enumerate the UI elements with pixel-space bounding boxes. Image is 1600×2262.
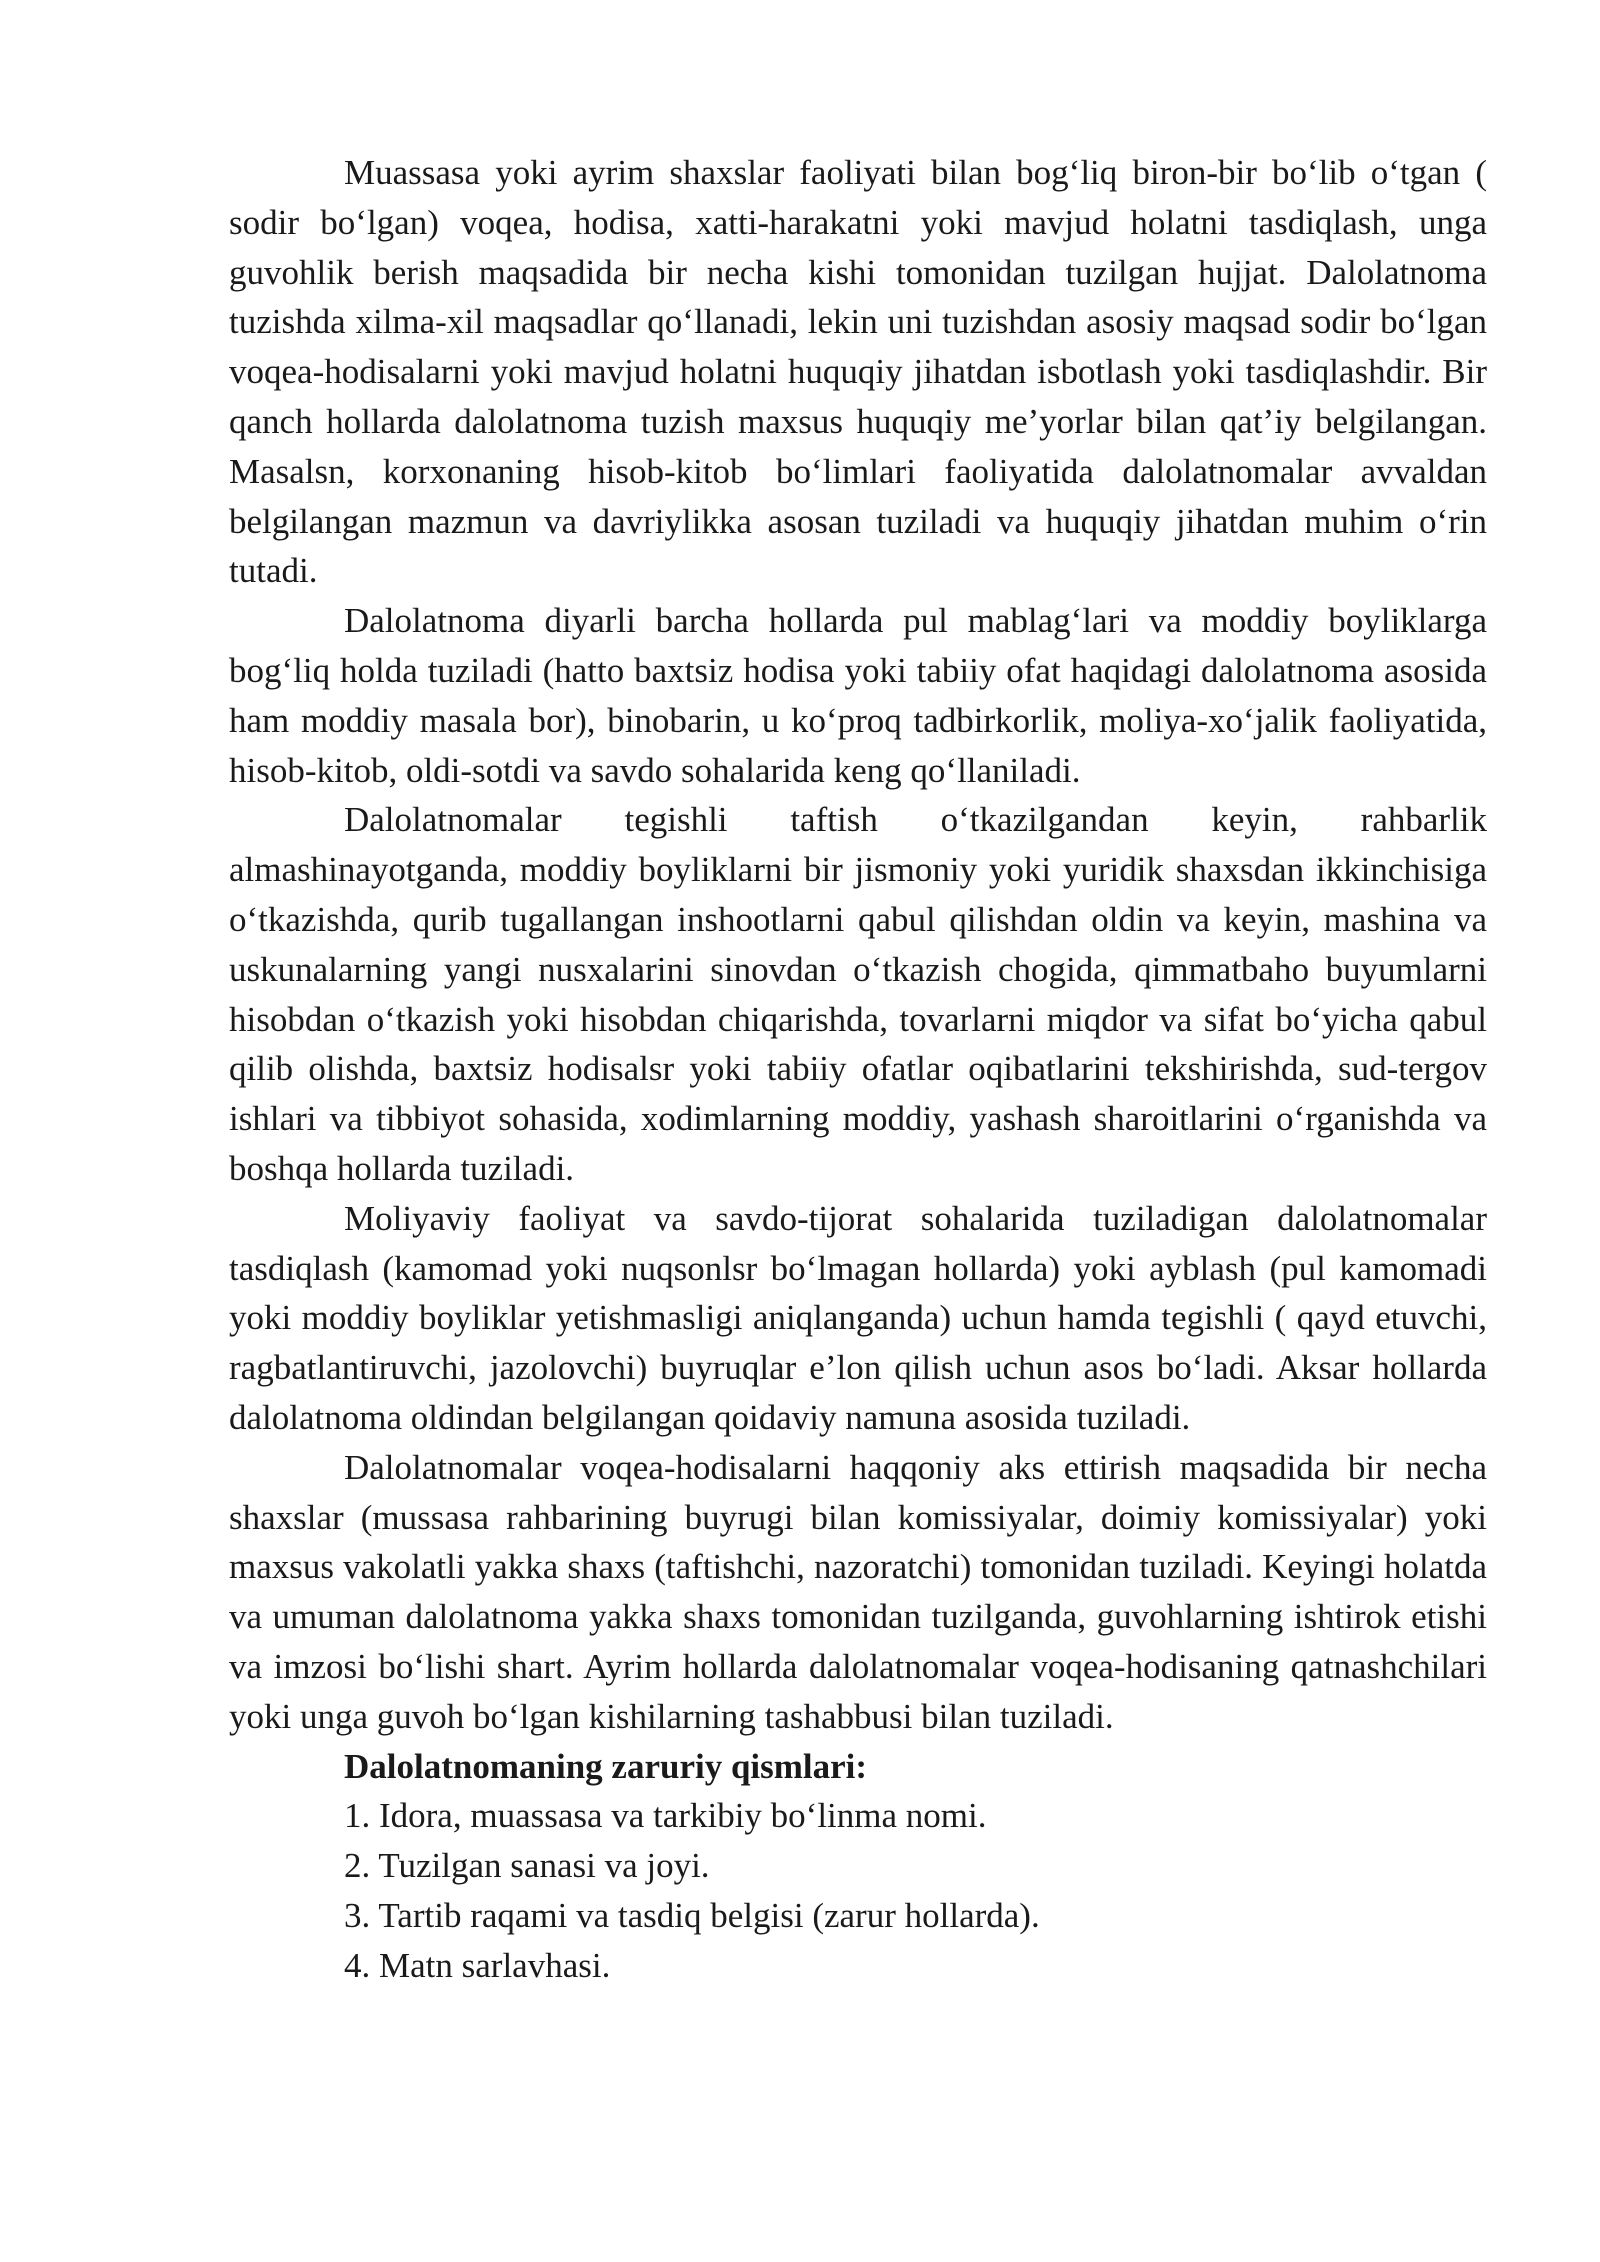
paragraph-3: Dalolatnomalar tegishli taftish o‘tkazilgandan keyin, rahbarlik almashinayotganda, moddiy boyliklarni bir jismoniy yoki yuridik shaxsdan ikkinchisiga o‘tkazishda, qurib tugallangan inshootlarni qabul qilishdan oldin va keyin, mashina va uskunalarning yangi nusxalarini sinovdan o‘tkazish chogida, qimmatbaho buyumlarni hisobdan o‘tkazish yoki hisobdan chiqarishda, tovarlarni miqdor va sifat bo‘yicha qabul qilib olishda, baxtsiz hodisalsr yoki tabiiy ofatlar oqibatlarini tekshirishda, sud-tergov ishlari va tibbiyot sohasida, xodimlarning moddiy, yashash sharoitlarini o‘rganishda va boshqa hollarda tuziladi. [229,800,1487,1188]
paragraph-1: Muassasa yoki ayrim shaxslar faoliyati bilan bog‘liq biron-bir bo‘lib o‘tgan ( sodir bo‘lgan) voqea, hodisa, xatti-harakatni yoki mavjud holatni tasdiqlash, unga guvohlik berish maqsadida bir necha kishi tomonidan tuzilgan hujjat. Dalolatnoma tuzishda xilma-xil maqsadlar qo‘llanadi, lekin uni tuzishdan asosiy maqsad sodir bo‘lgan voqea-hodisalarni yoki mavjud holatni huquqiy jihatdan isbotlash yoki tasdiqlashdir. Bir qanch hollarda dalolatnoma tuzish maxsus huquqiy me’yorlar bilan qat’iy belgilangan. Masalsn, korxonaning hisob-kitob bo‘limlari faoliyatida dalolatnomalar avvaldan belgilangan mazmun va davriylikka asosan tuziladi va huquqiy jihatdan muhim o‘rin tutadi. [229,153,1487,591]
document-page [229,148,1487,1990]
paragraph-5: Dalolatnomalar voqea-hodisalarni haqqoniy aks ettirish maqsadida bir necha shaxslar (mussasa rahbarining buyrugi bilan komissiyalar, doimiy komissiyalar) yoki maxsus vakolatli yakka shaxs (taftishchi, nazoratchi) tomonidan tuziladi. Keyingi holatda va umuman dalolatnoma yakka shaxs tomonidan tuzilganda, guvohlarning ishtirok etishi va imzosi bo‘lishi shart. Ayrim hollarda dalolatnomalar voqea-hodisaning qatnashchilari yoki unga guvoh bo‘lgan kishilarning tashabbusi bilan tuziladi. [229,1447,1487,1736]
list-item: 2. Tuzilgan sanasi va joyi. [344,1846,710,1886]
paragraph-4: Moliyaviy faoliyat va savdo-tijorat sohalarida tuziladigan dalolatnomalar tasdiqlash (kamomad yoki nuqsonlsr bo‘lmagan hollarda) yoki ayblash (pul kamomadi yoki moddiy boyliklar yetishmasligi aniqlanganda) uchun hamda tegishli ( qayd etuvchi, ragbatlantiruvchi, jazolovchi) buyruqlar e’lon qilish uchun asos bo‘ladi. Aksar hollarda dalolatnoma oldindan belgilangan qoidaviy namuna asosida tuziladi. [229,1198,1487,1437]
requirements-list [229,1791,1487,1990]
section-heading: Dalolatnomaning zaruriy qismlari: [344,1746,868,1786]
paragraph-2: Dalolatnoma diyarli barcha hollarda pul mablag‘lari va moddiy boyliklarga bog‘liq holda tuziladi (hatto baxtsiz hodisa yoki tabiiy ofat haqidagi dalolatnoma asosida ham moddiy masala bor), binobarin, u ko‘proq tadbirkorlik, moliya-xo‘jalik faoliyatida, hisob-kitob, oldi-sotdi va savdo sohalarida keng qo‘llaniladi. [229,601,1487,790]
list-item: 1. Idora, muassasa va tarkibiy bo‘linma nomi. [344,1796,987,1836]
list-item: 4. Matn sarlavhasi. [344,1945,611,1985]
list-item: 3. Tartib raqami va tasdiq belgisi (zarur hollarda). [344,1895,1040,1935]
